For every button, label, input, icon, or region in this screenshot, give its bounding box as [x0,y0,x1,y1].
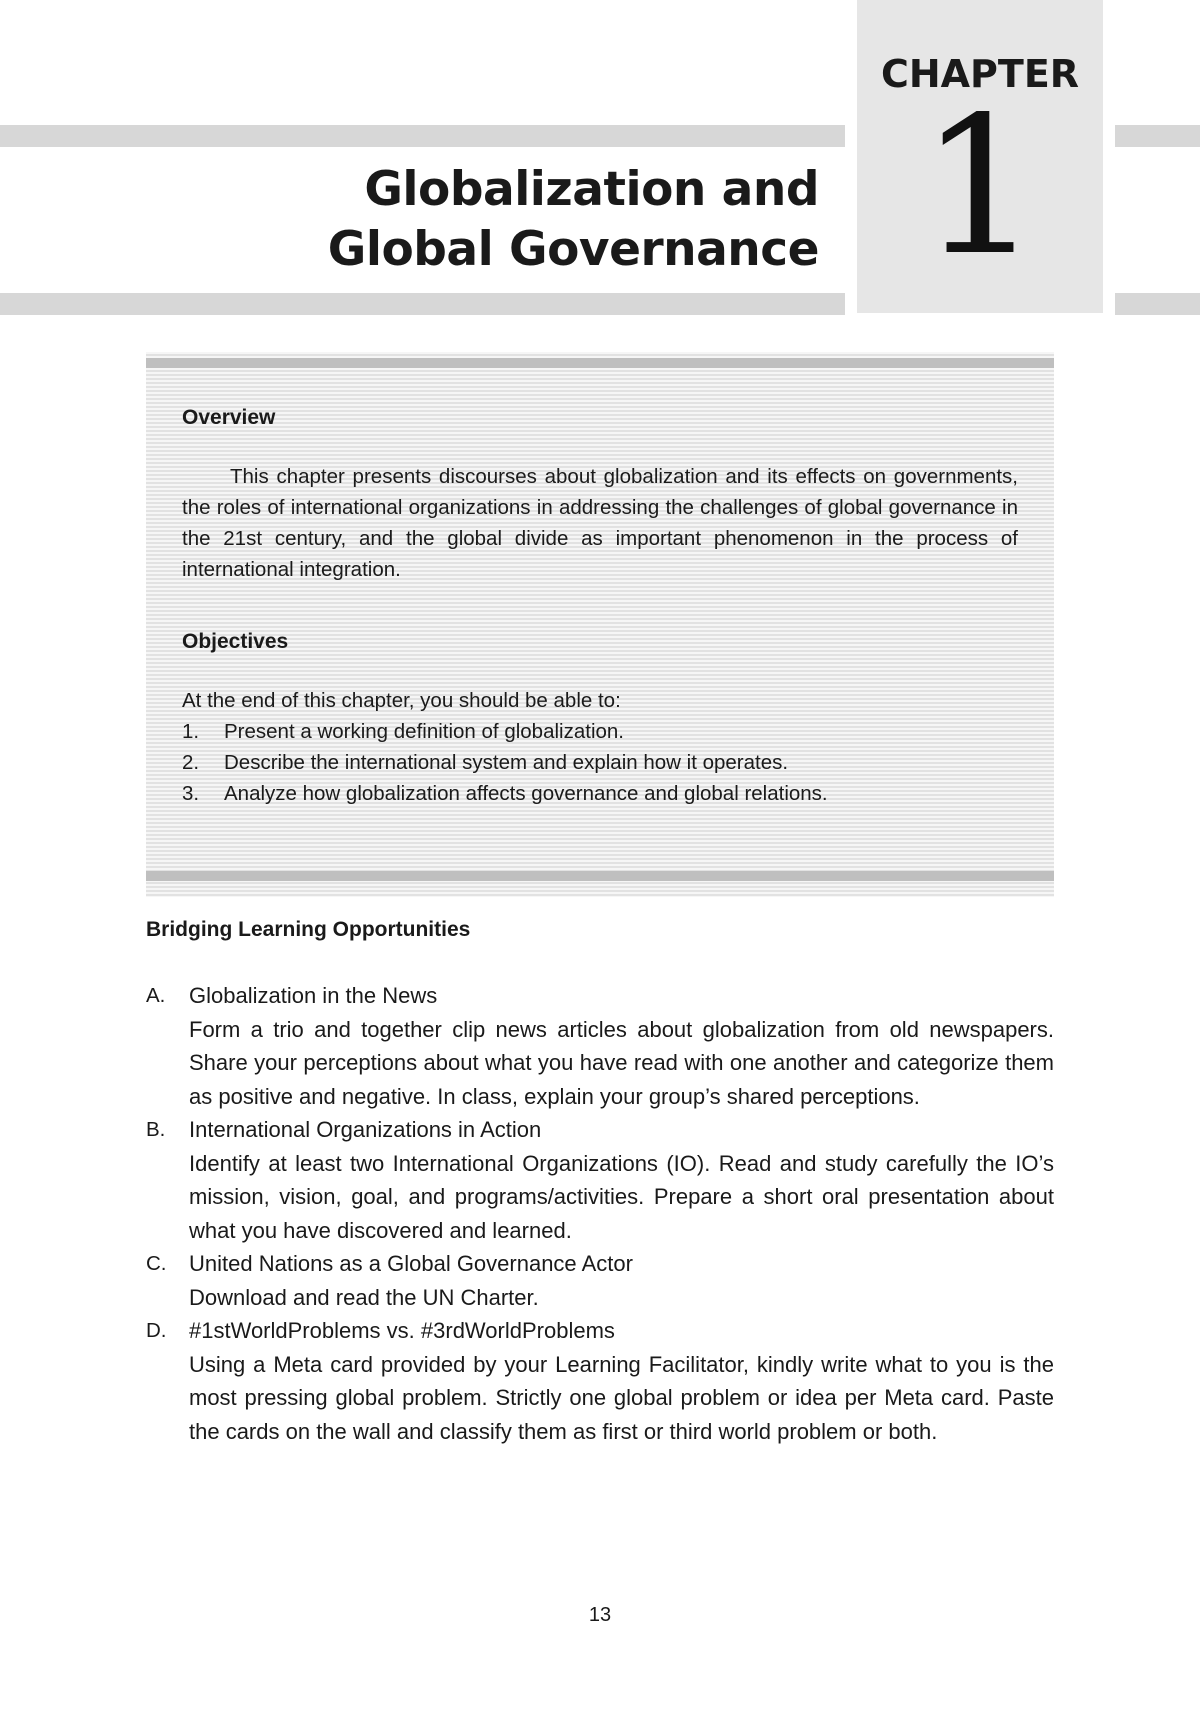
overview-heading: Overview [182,406,276,429]
overview-content [182,406,1018,809]
activity-letter: B. [146,1118,166,1141]
objective-text: Describe the international system and explain how it operates. [224,751,789,774]
chapter-title-line1: Globalization and [364,162,819,217]
activity-item [146,1247,1054,1314]
objective-item [182,747,1018,778]
page-number: 13 [588,1604,612,1626]
header-band-top-right [1115,125,1200,147]
header-band-top-left [0,125,845,147]
objective-text: Present a working definition of globalization. [224,720,624,743]
chapter-title [328,160,819,280]
bridging-heading: Bridging Learning Opportunities [146,918,471,941]
activity-title: International Organizations in Action [189,1117,542,1142]
header-band-bottom-left [0,293,845,315]
overview-box [146,352,1054,897]
objective-item [182,716,1018,747]
activity-text: Form a trio and together clip news articles about globalization from old newspapers. Share your perceptions about what you have read with one another and categorize them as positive and negative. In class, explain your group’s shared perceptions. [189,1016,1054,1109]
objective-number: 1. [182,720,200,743]
activity-item [146,979,1054,1113]
activity-text: Identify at least two International Organizations (IO). Read and study carefully the IO’s mission, vision, goal, and programs/activities. Prepare a short oral presentation about what you have discovered and learned. [189,1150,1054,1243]
objective-number: 3. [182,782,200,805]
overview-text: This chapter presents discourses about globalization and its effects on governments, the roles of international organizations in addressing the challenges of global governance in the 21st century, and the global divide as important phenomenon in the process of international integration. [182,465,1018,581]
chapter-number: 1 [919,76,1041,297]
activity-title: United Nations as a Global Governance Actor [189,1251,633,1276]
activity-item [146,1314,1054,1448]
activity-text: Using a Meta card provided by your Learning Facilitator, kindly write what to you is the most pressing global problem. Strictly one global problem or idea per Meta card. Paste the cards on the wall and classify them as first or third world problem or both. [189,1351,1054,1444]
chapter-title-line2: Global Governance [327,222,819,277]
activity-title: Globalization in the News [189,983,438,1008]
activity-text: Download and read the UN Charter. [189,1284,539,1310]
objectives-intro: At the end of this chapter, you should be able to: [182,689,621,712]
box-bottom-bar [146,871,1054,881]
objectives-list [182,716,1018,809]
activity-letter: A. [146,984,166,1007]
activity-letter: D. [146,1319,167,1342]
objective-number: 2. [182,751,200,774]
activity-item [146,1113,1054,1247]
activity-title: #1stWorldProblems vs. #3rdWorldProblems [189,1318,615,1343]
objective-text: Analyze how globalization affects governance and global relations. [224,782,828,805]
box-top-bar [146,358,1054,368]
bridging-section [146,918,1054,1448]
chapter-box [857,0,1103,313]
chapter-label: CHAPTER [880,52,1080,96]
activity-letter: C. [146,1252,167,1275]
objectives-heading: Objectives [182,630,289,653]
header-band-bottom-right [1115,293,1200,315]
objective-item [182,778,1018,809]
